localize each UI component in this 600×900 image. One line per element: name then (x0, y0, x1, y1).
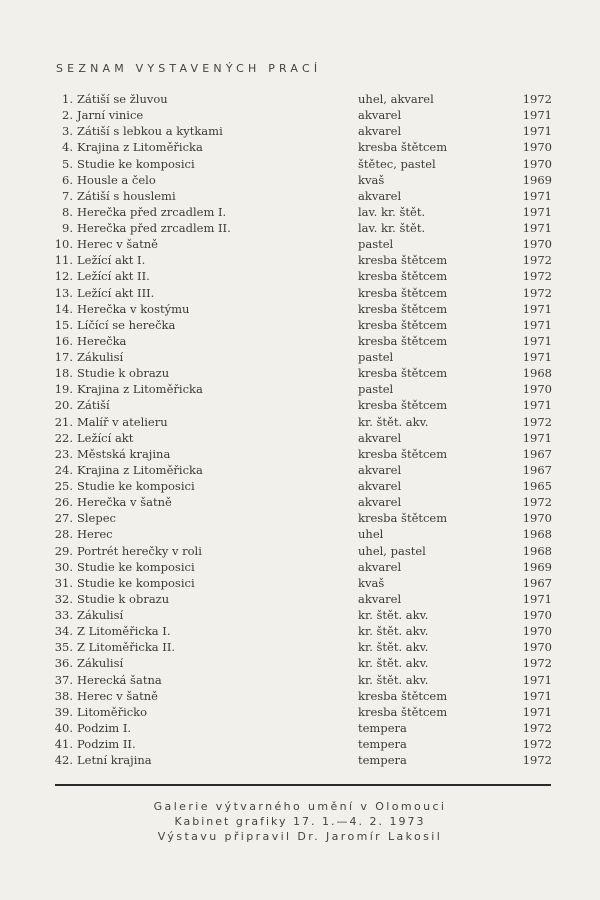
work-title: Ležící akt III. (77, 285, 155, 300)
work-title: Litoměřicko (77, 704, 148, 719)
work-technique: kresba štětcem (358, 688, 448, 703)
work-number: 31. (54, 575, 73, 590)
work-technique: kresba štětcem (358, 301, 448, 316)
footer-dates: Kabinet grafiky 17. 1.—4. 2. 1973 (174, 815, 426, 828)
work-number: 35. (54, 640, 73, 655)
list-item (0, 91, 600, 107)
work-technique: kresba štětcem (358, 333, 448, 348)
work-year: 1971 (522, 704, 552, 719)
work-number: 25. (54, 479, 73, 493)
work-technique: kr. štět. akv. (358, 656, 429, 671)
list-item (0, 559, 600, 575)
work-year: 1969 (522, 172, 552, 187)
work-year: 1970 (522, 640, 552, 655)
work-number: 19. (54, 382, 73, 397)
list-item (0, 236, 600, 252)
list-item (0, 526, 600, 542)
work-title: Studie ke komposici (77, 559, 195, 574)
work-number: 16. (54, 333, 73, 348)
work-technique: kr. štět. akv. (358, 640, 429, 655)
list-item (0, 623, 600, 639)
list-item (0, 172, 600, 188)
work-number: 36. (54, 656, 73, 671)
work-year: 1971 (522, 124, 552, 139)
work-year: 1971 (522, 430, 552, 445)
work-number: 23. (54, 446, 73, 461)
work-year: 1972 (522, 753, 552, 768)
list-item (0, 188, 600, 204)
list-item (0, 252, 600, 268)
work-number: 33. (54, 608, 73, 622)
work-number: 13. (54, 285, 73, 300)
work-technique: kresba štětcem (358, 398, 448, 413)
work-year: 1970 (522, 382, 552, 397)
work-title: Portrét herečky v roli (77, 543, 202, 558)
work-year: 1971 (522, 688, 552, 703)
list-item (0, 333, 600, 349)
work-year: 1967 (522, 446, 552, 461)
work-number: 15. (54, 317, 73, 332)
work-technique: kresba štětcem (358, 253, 448, 268)
list-item (0, 107, 600, 123)
list-item (0, 704, 600, 720)
work-technique: kresba štětcem (358, 317, 448, 332)
work-number: 8. (62, 204, 73, 219)
work-number: 14. (54, 301, 73, 316)
work-technique: pastel (358, 382, 394, 397)
work-number: 18. (54, 366, 73, 381)
work-year: 1971 (522, 301, 552, 316)
work-year: 1967 (522, 575, 552, 590)
work-number: 22. (54, 430, 73, 445)
work-title: Herečka před zrcadlem II. (77, 221, 231, 235)
work-technique: akvarel (358, 108, 402, 123)
work-title: Z Litoměřicka I. (77, 624, 171, 639)
list-item (0, 139, 600, 155)
work-title: Podzim I. (77, 720, 132, 735)
divider-rule (55, 784, 551, 786)
list-item (0, 752, 600, 768)
list-item (0, 204, 600, 220)
work-year: 1971 (522, 591, 552, 606)
work-number: 20. (54, 398, 73, 413)
work-technique: kvaš (358, 172, 385, 187)
work-year: 1971 (522, 317, 552, 332)
work-number: 12. (54, 269, 73, 284)
work-year: 1970 (522, 511, 552, 526)
work-year: 1968 (522, 543, 552, 558)
work-technique: kresba štětcem (358, 511, 448, 526)
work-year: 1970 (522, 140, 552, 155)
work-year: 1970 (522, 237, 552, 252)
work-technique: kr. štět. akv. (358, 672, 429, 687)
work-title: Zátiší s lebkou a kytkami (77, 124, 223, 139)
work-technique: pastel (358, 237, 394, 252)
work-title: Krajina z Litoměřicka (77, 382, 203, 397)
list-item (0, 688, 600, 704)
work-year: 1971 (522, 333, 552, 348)
work-year: 1972 (522, 285, 552, 300)
work-title: Studie ke komposici (77, 575, 195, 590)
work-number: 40. (54, 720, 73, 735)
work-year: 1971 (522, 350, 552, 364)
footer (0, 799, 600, 844)
work-technique: akvarel (358, 479, 402, 493)
work-number: 21. (54, 414, 73, 429)
work-technique: kresba štětcem (358, 269, 448, 284)
work-number: 17. (54, 350, 73, 364)
work-title: Slepec (77, 511, 116, 526)
work-technique: pastel (358, 350, 394, 364)
work-technique: kresba štětcem (358, 446, 448, 461)
work-title: Herečka před zrcadlem I. (77, 204, 227, 219)
list-item (0, 446, 600, 462)
list-item (0, 655, 600, 671)
work-year: 1972 (522, 720, 552, 735)
work-number: 37. (54, 672, 73, 687)
work-title: Studie ke komposici (77, 479, 195, 493)
work-year: 1968 (522, 527, 552, 542)
work-title: Ležící akt (77, 430, 134, 445)
work-title: Z Litoměřicka II. (77, 640, 176, 655)
list-item (0, 736, 600, 752)
work-title: Herec (77, 527, 113, 542)
work-number: 30. (54, 559, 73, 574)
list-item (0, 607, 600, 623)
work-title: Studie k obrazu (77, 591, 170, 606)
list-item (0, 543, 600, 559)
list-item (0, 220, 600, 236)
work-year: 1971 (522, 398, 552, 413)
work-technique: akvarel (358, 124, 402, 139)
work-title: Zátiší s houslemi (77, 188, 176, 203)
work-title: Housle a čelo (77, 172, 156, 187)
work-number: 10. (54, 237, 73, 252)
work-year: 1965 (522, 479, 552, 493)
work-number: 5. (62, 156, 73, 171)
work-title: Herec v šatně (77, 237, 158, 252)
work-technique: akvarel (358, 430, 402, 445)
work-technique: kresba štětcem (358, 285, 448, 300)
list-item (0, 397, 600, 413)
list-item (0, 381, 600, 397)
work-year: 1968 (522, 366, 552, 381)
work-title: Krajina z Litoměřicka (77, 462, 203, 477)
work-year: 1972 (522, 92, 552, 106)
list-item (0, 268, 600, 284)
work-number: 7. (62, 188, 73, 203)
list-item (0, 156, 600, 172)
work-technique: tempera (358, 737, 407, 751)
work-year: 1971 (522, 672, 552, 687)
list-item (0, 575, 600, 591)
work-technique: uhel, akvarel (358, 92, 434, 106)
works-list (0, 91, 600, 768)
work-year: 1972 (522, 269, 552, 284)
work-title: Podzim II. (77, 737, 136, 751)
list-item (0, 591, 600, 607)
work-year: 1971 (522, 108, 552, 123)
work-title: Zátiší se žluvou (77, 92, 168, 106)
work-year: 1972 (522, 495, 552, 510)
list-item (0, 301, 600, 317)
work-technique: kresba štětcem (358, 140, 448, 155)
work-year: 1970 (522, 156, 552, 171)
work-number: 39. (54, 704, 73, 719)
work-title: Městská krajina (77, 446, 171, 461)
work-number: 32. (54, 591, 73, 606)
work-title: Zákulisí (77, 656, 124, 671)
work-technique: kr. štět. akv. (358, 608, 429, 622)
list-item (0, 494, 600, 510)
list-item (0, 639, 600, 655)
work-number: 26. (54, 495, 73, 510)
work-year: 1971 (522, 221, 552, 235)
work-title: Studie k obrazu (77, 366, 170, 381)
work-technique: akvarel (358, 495, 402, 510)
list-item (0, 414, 600, 430)
work-year: 1970 (522, 624, 552, 639)
work-title: Zákulisí (77, 608, 124, 622)
work-title: Ležící akt II. (77, 269, 150, 284)
work-number: 38. (54, 688, 73, 703)
work-technique: akvarel (358, 188, 402, 203)
work-title: Líčící se herečka (77, 317, 176, 332)
list-item (0, 462, 600, 478)
work-title: Herečka v šatně (77, 495, 172, 510)
work-number: 1. (62, 92, 73, 106)
work-technique: kvaš (358, 575, 385, 590)
work-title: Studie ke komposici (77, 156, 195, 171)
list-item (0, 349, 600, 365)
work-year: 1967 (522, 462, 552, 477)
work-title: Jarní vinice (77, 108, 144, 123)
work-technique: akvarel (358, 462, 402, 477)
footer-gallery: Galerie výtvarného umění v Olomouci (153, 800, 447, 813)
footer-curator: Výstavu připravil Dr. Jaromír Lakosil (157, 830, 443, 843)
work-number: 6. (62, 172, 73, 187)
work-technique: štětec, pastel (358, 156, 436, 171)
work-year: 1969 (522, 559, 552, 574)
work-number: 3. (62, 124, 73, 139)
work-number: 28. (54, 527, 73, 542)
work-technique: kresba štětcem (358, 366, 448, 381)
list-item (0, 510, 600, 526)
work-number: 11. (54, 253, 73, 268)
work-title: Zátiší (77, 398, 110, 413)
work-technique: lav. kr. štět. (358, 204, 426, 219)
work-technique: kresba štětcem (358, 704, 448, 719)
work-year: 1971 (522, 204, 552, 219)
list-item (0, 720, 600, 736)
work-title: Herec v šatně (77, 688, 158, 703)
work-number: 42. (54, 753, 73, 768)
list-item (0, 672, 600, 688)
work-technique: akvarel (358, 591, 402, 606)
work-number: 24. (54, 462, 73, 477)
list-item (0, 285, 600, 301)
list-item (0, 123, 600, 139)
work-technique: uhel (358, 527, 384, 542)
list-item (0, 478, 600, 494)
work-number: 9. (62, 221, 73, 235)
work-technique: uhel, pastel (358, 543, 426, 558)
work-technique: tempera (358, 753, 407, 768)
work-title: Herečka (77, 333, 127, 348)
work-number: 41. (54, 737, 73, 751)
work-title: Herečka v kostýmu (77, 301, 190, 316)
list-item (0, 365, 600, 381)
work-number: 34. (54, 624, 73, 639)
work-year: 1972 (522, 414, 552, 429)
page-heading: SEZNAM VYSTAVENÝCH PRACÍ (56, 62, 322, 75)
list-item (0, 317, 600, 333)
work-year: 1971 (522, 188, 552, 203)
work-title: Zákulisí (77, 350, 124, 364)
work-title: Ležící akt I. (77, 253, 146, 268)
work-year: 1972 (522, 656, 552, 671)
work-year: 1972 (522, 253, 552, 268)
work-title: Malíř v atelieru (77, 414, 168, 429)
list-item (0, 430, 600, 446)
work-number: 29. (54, 543, 73, 558)
work-technique: kr. štět. akv. (358, 414, 429, 429)
work-year: 1972 (522, 737, 552, 751)
work-technique: akvarel (358, 559, 402, 574)
work-year: 1970 (522, 608, 552, 622)
work-number: 2. (62, 108, 73, 123)
work-technique: kr. štět. akv. (358, 624, 429, 639)
work-title: Krajina z Litoměřicka (77, 140, 203, 155)
work-number: 4. (62, 140, 73, 155)
work-technique: lav. kr. štět. (358, 221, 426, 235)
work-technique: tempera (358, 720, 407, 735)
work-title: Herecká šatna (77, 672, 162, 687)
work-number: 27. (54, 511, 73, 526)
work-title: Letní krajina (77, 753, 152, 768)
